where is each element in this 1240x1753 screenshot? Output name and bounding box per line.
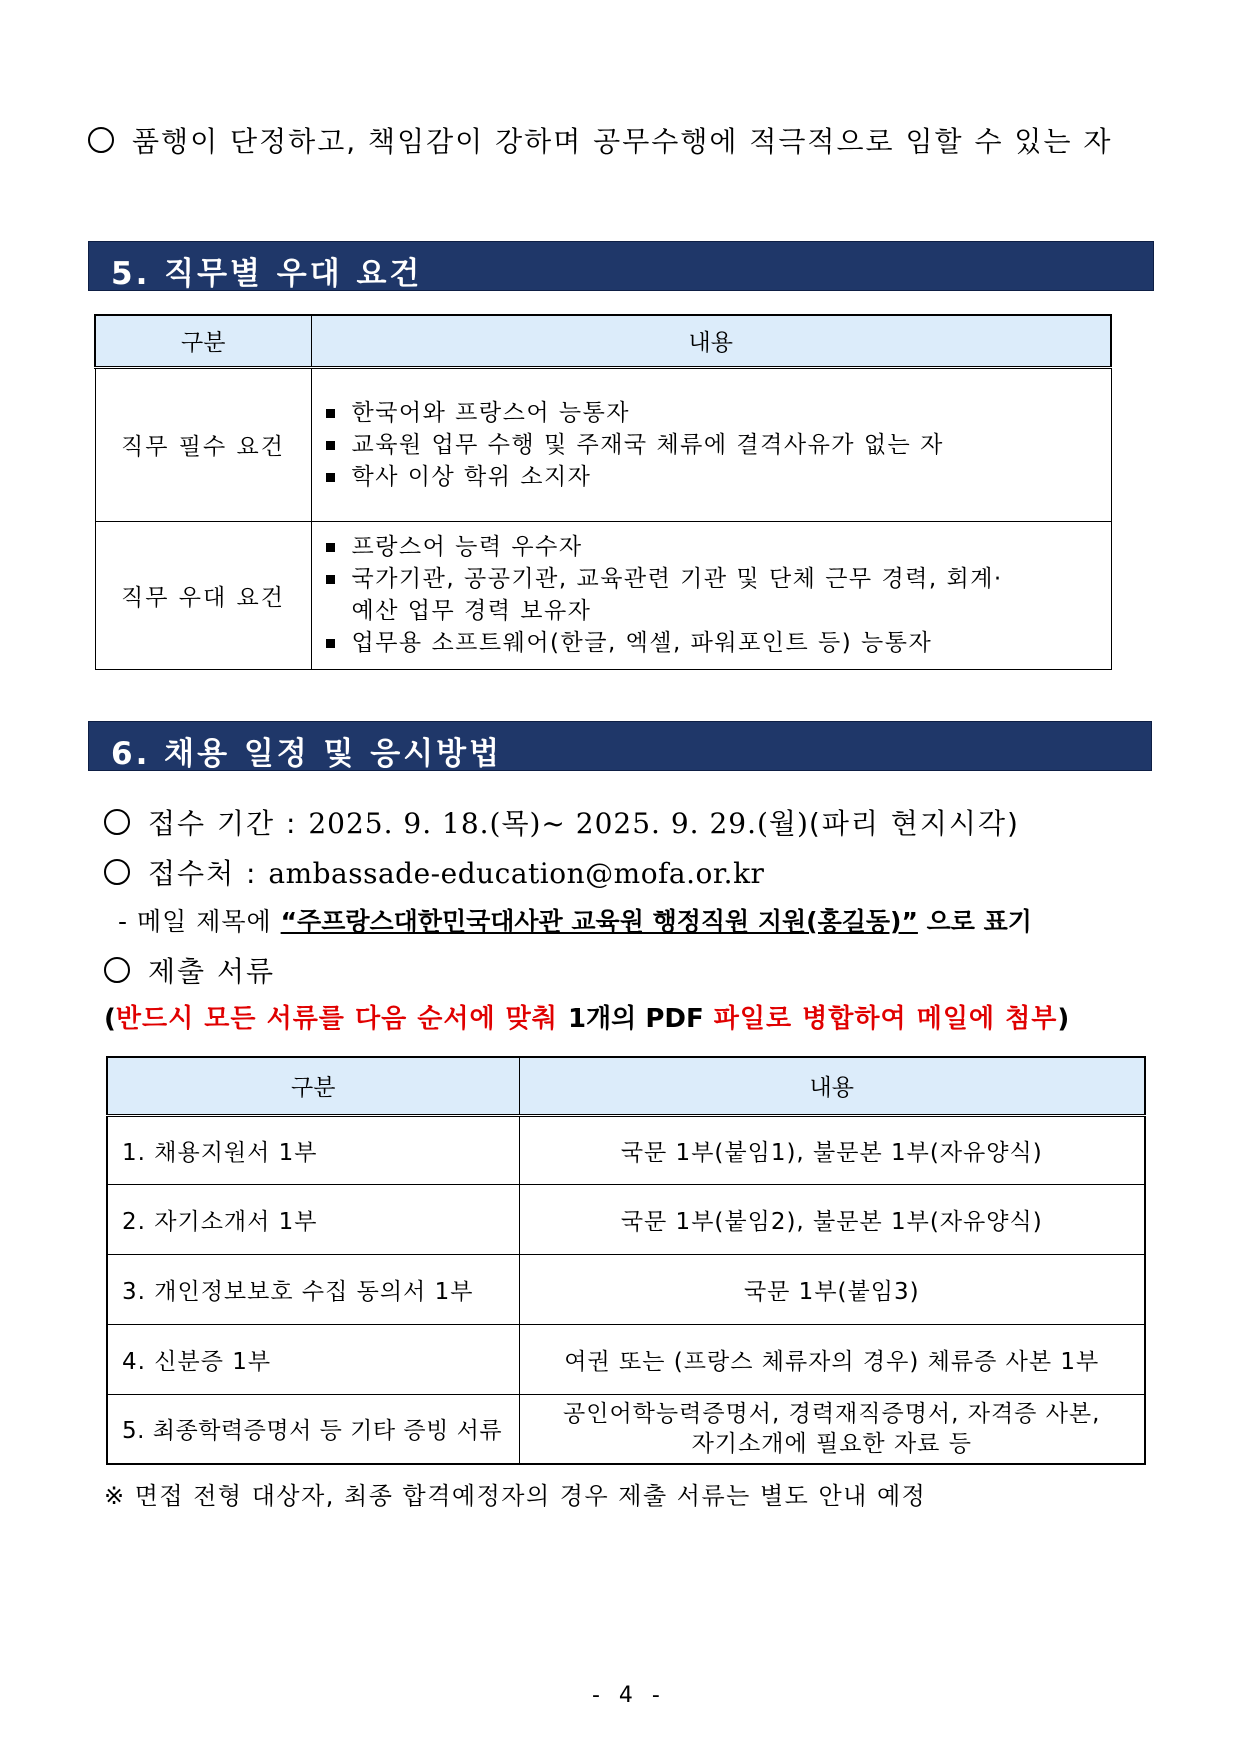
section-6-title: 6. 채용 일정 및 응시방법 xyxy=(111,736,503,772)
documents-note: (반드시 모든 서류를 다음 순서에 맞춰 1개의 PDF 파일로 병합하여 메일에 첨부) xyxy=(104,1004,1070,1034)
table-row xyxy=(107,1254,1145,1324)
section-5-header xyxy=(88,241,1154,291)
doc-label: 5. 최종학력증명서 등 기타 증빙 서류 xyxy=(107,1394,519,1464)
mail-subject-instruction: - 메일 제목에 “주프랑스대한민국대사관 교육원 행정직원 지원(홍길동)” 으로 표기 xyxy=(118,907,1032,936)
application-period: 접수 기간 : 2025. 9. 18.(목)~ 2025. 9. 29.(월)(파리 현지시각) xyxy=(104,802,1020,842)
table-header-content: 내용 xyxy=(519,1057,1145,1115)
circle-bullet-icon xyxy=(104,809,130,835)
table-row xyxy=(107,1115,1145,1184)
list-item: 프랑스어 능력 우수자 xyxy=(322,531,1111,563)
doc-label: 1. 채용지원서 1부 xyxy=(107,1115,519,1184)
doc-content: 국문 1부(붙임2), 불문본 1부(자유양식) xyxy=(519,1184,1145,1254)
square-bullet-icon xyxy=(326,441,335,450)
list-item: 업무용 소프트웨어(한글, 엑셀, 파워포인트 등) 능통자 xyxy=(322,627,1111,659)
required-documents-table xyxy=(106,1056,1146,1465)
qualification-line: 품행이 단정하고, 책임감이 강하며 공무수행에 적극적으로 임할 수 있는 자 xyxy=(88,120,1112,160)
circle-bullet-icon xyxy=(104,859,130,885)
submission-address: 접수처 : ambassade-education@mofa.or.kr xyxy=(104,852,764,892)
row-content-preferred xyxy=(311,521,1111,669)
doc-label: 4. 신분증 1부 xyxy=(107,1324,519,1394)
square-bullet-icon xyxy=(326,543,335,552)
row-content-required xyxy=(311,367,1111,521)
doc-label: 2. 자기소개서 1부 xyxy=(107,1184,519,1254)
required-documents: 제출 서류 xyxy=(104,950,275,990)
square-bullet-icon xyxy=(326,473,335,482)
footnote: ※ 면접 전형 대상자, 최종 합격예정자의 경우 제출 서류는 별도 안내 예정 xyxy=(104,1482,927,1510)
list-item: 국가기관, 공공기관, 교육관련 기관 및 단체 근무 경력, 회계· 예산 업무 경력 보유자 xyxy=(322,563,1111,627)
table-row xyxy=(95,521,1111,669)
section-5-title: 5. 직무별 우대 요건 xyxy=(111,256,423,292)
doc-content: 국문 1부(붙임1), 불문본 1부(자유양식) xyxy=(519,1115,1145,1184)
doc-content: 공인어학능력증명서, 경력재직증명서, 자격증 사본, 자기소개에 필요한 자료 등 xyxy=(519,1394,1145,1464)
row-label-required: 직무 필수 요건 xyxy=(95,367,311,521)
doc-content: 국문 1부(붙임3) xyxy=(519,1254,1145,1324)
table-row xyxy=(95,367,1111,521)
list-item: 학사 이상 학위 소지자 xyxy=(322,461,1111,493)
table-header-content: 내용 xyxy=(311,315,1111,367)
square-bullet-icon xyxy=(326,409,335,418)
mail-subject-format: “주프랑스대한민국대사관 교육원 행정직원 지원(홍길동)” xyxy=(280,907,918,936)
circle-bullet-icon xyxy=(104,957,130,983)
row-label-preferred: 직무 우대 요건 xyxy=(95,521,311,669)
section-6-header xyxy=(88,721,1152,771)
submission-email: ambassade-education@mofa.or.kr xyxy=(268,857,765,890)
table-header-category: 구분 xyxy=(107,1057,519,1115)
list-item: 한국어와 프랑스어 능통자 xyxy=(322,397,1111,429)
doc-content: 여권 또는 (프랑스 체류자의 경우) 체류증 사본 1부 xyxy=(519,1324,1145,1394)
circle-bullet-icon xyxy=(88,127,114,153)
square-bullet-icon xyxy=(326,639,335,648)
table-header-category: 구분 xyxy=(95,315,311,367)
list-item: 교육원 업무 수행 및 주재국 체류에 결격사유가 없는 자 xyxy=(322,429,1111,461)
preference-requirements-table xyxy=(94,314,1112,670)
page-number: - 4 - xyxy=(592,1683,666,1708)
square-bullet-icon xyxy=(326,575,335,584)
doc-label: 3. 개인정보보호 수집 동의서 1부 xyxy=(107,1254,519,1324)
table-row xyxy=(107,1324,1145,1394)
table-row xyxy=(107,1394,1145,1464)
table-row xyxy=(107,1184,1145,1254)
